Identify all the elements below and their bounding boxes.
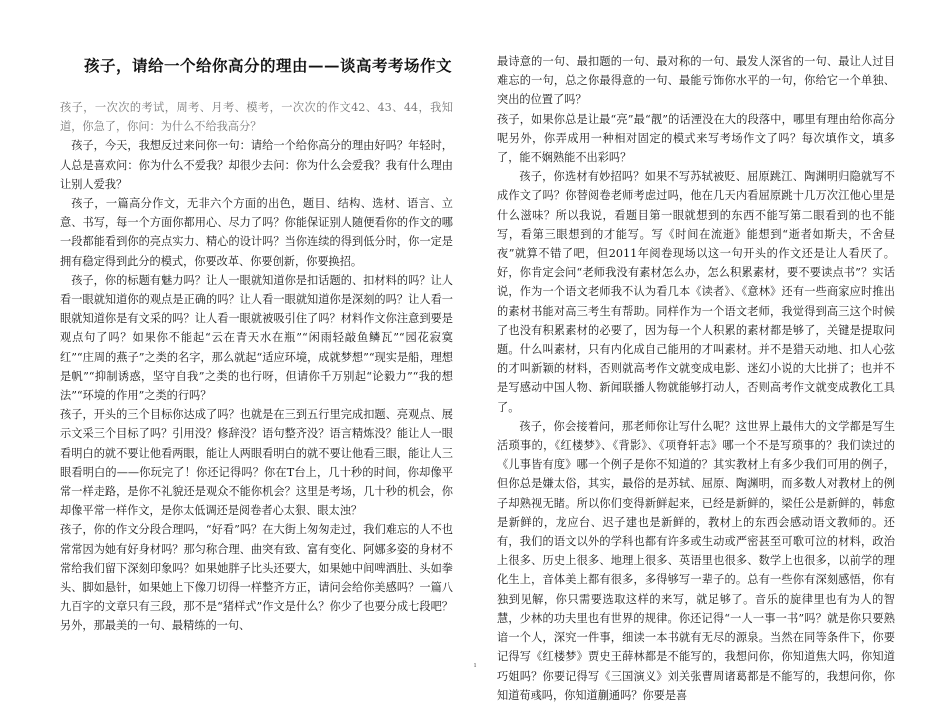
left-column-body <box>60 98 453 636</box>
paragraph: 最诗意的一句、最扣题的一句、最对称的一句、最发人深省的一句、最让人过目难忘的一句，总之你最得意的一句、最能亏饰你水平的一句，你给它一个单独、突出的位置了吗？ <box>497 55 895 107</box>
page-number: 1 <box>473 663 477 669</box>
paragraph: 孩子，你的作文分段合理吗，“好看”吗？在大街上匆匆走过，我们难忘的人不也常常因为她有好身材吗？那匀称合理、曲突有致、富有变化、阿娜多姿的身材不常给我们留下深刻印象吗？如果她胖子比头还要大，如果她中间啤酒肚、头如拳头、脚如悬针，如果她上下像刀切得一样整齐方正，请问会给你美感吗？一篇八九百字的文章只有三段，那不是“猪样式”作文是什么？你少了也要分成七段吧？另外，那最美的一句、最精练的一句、 <box>60 523 453 633</box>
left-column <box>60 0 453 668</box>
paragraph: 孩子，你选材有妙招吗？如果不写苏轼被贬、屈原跳江、陶渊明归隐就写不成作文了吗？你替阅卷老师考虑过吗，他在几天内看屈原跳十几万次江他心里是什么滋味？所以我说，看题目第一眼就想到的东西不能写第二眼看到的也不能写，看第三眼想到的才能写。写《时间在流逝》能想到“逝者如斯夫，不舍昼夜”就算不错了吧，但2011年阅卷现场以这一句开头的作文还是让人看厌了。好，你肯定会问“老师我没有素材怎么办，怎么积累素材，要不要读点书”？实话说，作为一个语文老师我不认为看几本《读者》、《意林》还有一些商家应时推出的素材书能对高三考生有帮助。同样作为一个语文老师，我觉得到高三这个时候了也没有积累素材的必要了，因为每一个人积累的素材都是够了，关键是提取问题。什么叫素材，只有内化成自己能用的才叫素材。并不是猎天动地、扣人心弦的才叫新颖的材料，否则就高考作文就变成电影、迷幻小说的大比拼了；也并不是写感动中国人物、新闻联播人物就能够打动人，否则高考作文就变成教化工具了。 <box>497 170 895 414</box>
paragraph: 孩子，如果你总是让最“亮”最“靓”的话湮没在大的段落中，哪里有理由给你高分呢另外，你弄成用一种相对固定的模式来写考场作文了吗？每次填作文，填多了，能不娴熟能不出彩吗？ <box>497 112 895 165</box>
right-column-body <box>497 52 895 705</box>
document-title: 孩子，请给一个给你高分的理由——谈高考考场作文 <box>84 56 453 75</box>
paragraph: 孩子，一篇高分作文，无非六个方面的出色，题目、结构、选材、语言、立意、书写，每一个方面你都用心、尽力了吗？你能保证别人随便看你的作文的哪一段都能看到你的亮点实力、精心的设计吗？当你连续的得到低分时，你一定是拥有稳定得到此分的模式，你要改革、你要创新，你要换招。 <box>60 197 453 268</box>
intro-paragraph: 孩子，一次次的考试，周考、月考、模考，一次次的作文42、43、44，我知道，你急了，你问：为什么不给我高分？ <box>60 101 453 134</box>
paragraph: 孩子，你会接着问，那老师你让写什么呢？这世界上最伟大的文学都是写生活琐事的，《红楼梦》、《背影》、《项脊轩志》哪一个不是写琐事的？我们读过的《儿事皆有度》哪一个例子是你不知道的？其实教材上有多少我们可用的例子，但你总是嫌太俗，其实，最俗的是苏轼、屈原、陶渊明，而多数人对教材上的例子却熟视无睹。所以你们变得新鲜起来，已经是新鲜的，梁任公是新鲜的，韩愈是新鲜的，龙应台、迟子建也是新鲜的，教材上的东西会感动语文教师的。还有，我们的语文以外的学科也都有许多或生动或严密甚至可歌可泣的材料，政治上很多、历史上很多、地理上很多、英语里也很多、数学上也很多，以前学的理化生上，音体美上都有很多，多得够写一辈子的。总有一些你有深刻感悟，你有独到见解，你只需要选取这样的来写，就足够了。音乐的旋律里也有为人的智慧，少林的功夫里也有世界的规律。你还记得“一人一事一书”吗？就是你只要熟谙一个人，深究一件事，细读一本书就有无尽的源泉。当然在同等条件下，你要记得写《红楼梦》贾史王薛林都是不能写的，我想问你，你知道焦大吗，你知道巧姐吗？你要记得写《三国演义》刘关张曹周诸葛都是不能写的，我想问你，你知道荀彧吗，你知道蒯通吗？你要是喜 <box>497 419 895 702</box>
paragraph: 孩子，今天，我想反过来问你一句：请给一个给你高分的理由好吗？年轻时，人总是喜欢问：你为什么不爱我？却很少去问：你为什么会爱我？我有什么理由让别人爱我？ <box>60 139 453 191</box>
paragraph: 孩子，开头的三个目标你达成了吗？也就是在三到五行里完成扣题、亮观点、展示文采三个目标了吗？引用没？修辞没？语句整齐没？语言精炼没？能让人一眼看明白的就不要让他看两眼，能让人两眼看明白的就不要让他看三眼，能让人三眼看明白的——你玩完了！你还记得吗？你在T台上，几十秒的时间，你却像平常一样走路，是你不礼貌还是观众不能你机会？这里是考场，几十秒的机会，你却像平常一样作文，是你太低调还是阅卷者心太狠、眼太浊？ <box>60 408 453 518</box>
right-column <box>497 0 895 702</box>
paragraph: 孩子，你的标题有魅力吗？让人一眼就知道你是扣话题的、扣材料的吗？让人看一眼就知道你的观点是正确的吗？让人看一眼就知道你是深刻的吗？让人看一眼就知道你是有文采的吗？让人看一眼就被吸引住了吗？材料作文你注意到要是观点句了吗？如果你不能起“云在青天水在瓶”“闲雨轻敲鱼鳞瓦”“园花寂寞红”“庄周的燕子”之类的名字，那么就起“适应环境，成就梦想”“现实是船，理想是帆”“抑制诱惑，坚守自我”之类的也行呀，但请你千万别起“论毅力”“我的想法”“环境的作用”之类的行吗？ <box>60 273 453 403</box>
